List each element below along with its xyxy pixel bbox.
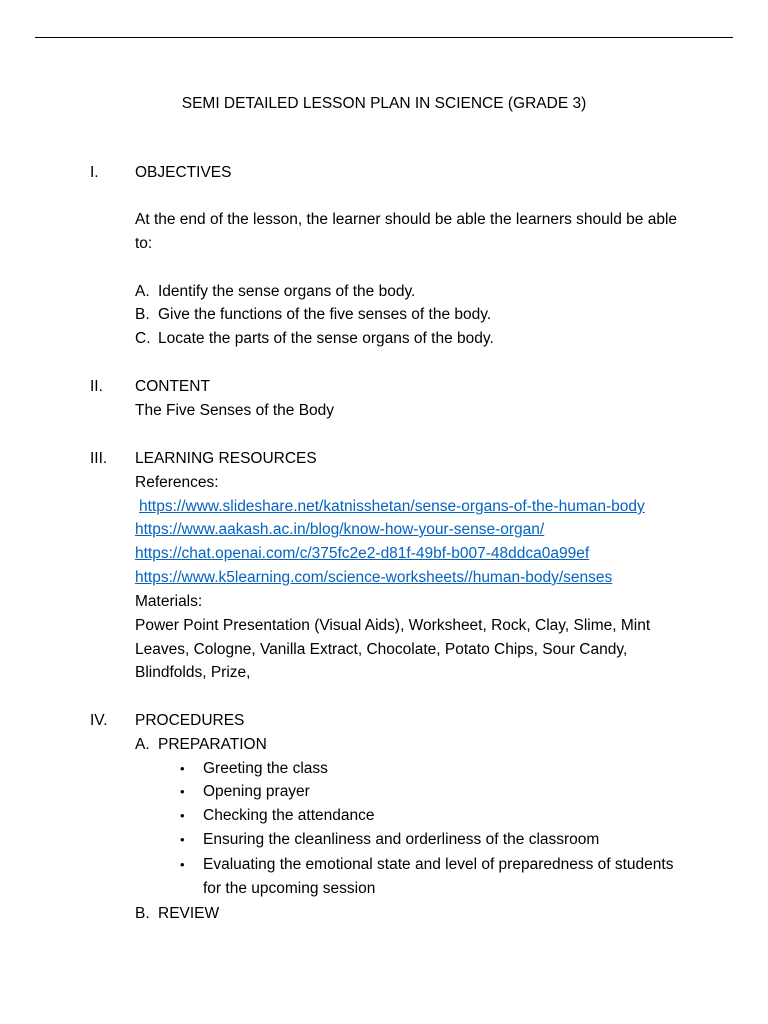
section-heading-objectives: OBJECTIVES (135, 164, 232, 181)
reference-link[interactable]: https://www.aakash.ac.in/blog/know-how-your-sense-organ/ (135, 521, 545, 538)
preparation-item: Checking the attendance (203, 807, 375, 824)
bullet-icon: • (180, 832, 185, 847)
objectives-intro: At the end of the lesson, the learner should be able the learners should be able (135, 211, 678, 228)
section-heading-procedures: PROCEDURES (135, 712, 245, 729)
subsection-heading-preparation: PREPARATION (158, 736, 267, 753)
bullet-icon: • (180, 857, 185, 872)
reference-link[interactable]: https://www.k5learning.com/science-worksheets//human-body/senses (135, 569, 613, 586)
content-topic: The Five Senses of the Body (135, 402, 335, 419)
section-number-procedures: IV. (90, 712, 108, 729)
preparation-item: Evaluating the emotional state and level of preparedness of students (203, 856, 674, 873)
objective-item: Give the functions of the five senses of the body. (158, 306, 492, 323)
materials-label: Materials: (135, 593, 203, 610)
section-heading-resources: LEARNING RESOURCES (135, 450, 317, 467)
header-rule (35, 37, 733, 38)
document-title: SEMI DETAILED LESSON PLAN IN SCIENCE (GRADE 3) (181, 95, 587, 112)
objective-letter: C. (135, 330, 151, 347)
subsection-letter: A. (135, 736, 150, 753)
section-number-content: II. (90, 378, 103, 395)
bullet-icon: • (180, 808, 185, 823)
reference-link[interactable]: https://www.slideshare.net/katnisshetan/sense-organs-of-the-human-body (139, 498, 645, 515)
section-number-objectives: I. (90, 164, 99, 181)
preparation-item: Opening prayer (203, 783, 310, 800)
bullet-icon: • (180, 784, 185, 799)
preparation-item-cont: for the upcoming session (203, 880, 376, 897)
subsection-heading-review: REVIEW (158, 905, 220, 922)
materials-list: Power Point Presentation (Visual Aids), Worksheet, Rock, Clay, Slime, Mint (135, 617, 651, 634)
bullet-icon: • (180, 761, 185, 776)
subsection-letter: B. (135, 905, 150, 922)
reference-link[interactable]: https://chat.openai.com/c/375fc2e2-d81f-49bf-b007-48ddca0a99ef (135, 545, 590, 562)
preparation-item: Ensuring the cleanliness and orderliness of the classroom (203, 831, 600, 848)
materials-list: Blindfolds, Prize, (135, 664, 251, 681)
materials-list: Leaves, Cologne, Vanilla Extract, Chocolate, Potato Chips, Sour Candy, (135, 641, 628, 658)
objective-item: Identify the sense organs of the body. (158, 283, 416, 300)
objective-letter: A. (135, 283, 150, 300)
objective-letter: B. (135, 306, 150, 323)
objective-item: Locate the parts of the sense organs of the body. (158, 330, 494, 347)
section-heading-content: CONTENT (135, 378, 210, 395)
preparation-item: Greeting the class (203, 760, 328, 777)
section-number-resources: III. (90, 450, 108, 467)
references-label: References: (135, 474, 219, 491)
objectives-intro-cont: to: (135, 235, 153, 252)
